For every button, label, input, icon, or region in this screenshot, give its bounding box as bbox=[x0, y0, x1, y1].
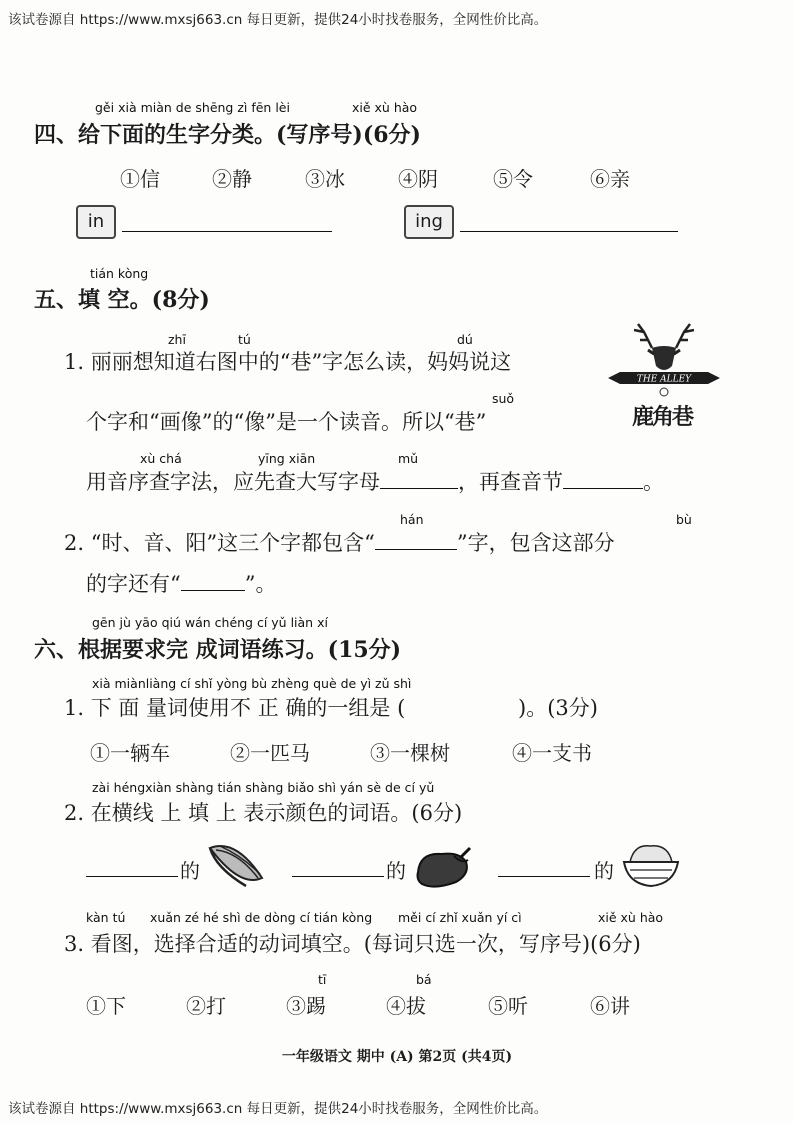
verb-option-6: ⑥讲 bbox=[590, 994, 630, 1018]
q2-line-1-text-a: 2. “时、音、阳”这三个字都包含“ bbox=[64, 531, 375, 555]
char-option-1: ①信 bbox=[120, 167, 160, 191]
rime-box-ing: ing bbox=[404, 205, 454, 239]
pinyin: tī bbox=[318, 972, 327, 987]
initial-letter-blank[interactable] bbox=[380, 470, 458, 489]
s6-q3-question: 3. 看图，选择合适的动词填空。(每词只选一次，写序号)(6分) bbox=[64, 932, 641, 956]
pinyin: tián kòng bbox=[90, 266, 149, 281]
de-char: 的 bbox=[386, 859, 406, 883]
pinyin: suǒ bbox=[492, 391, 515, 406]
color-blank-2[interactable] bbox=[292, 876, 384, 877]
pinyin: zài héngxiàn shàng tián shàng biǎo shì yán sè de cí yǔ bbox=[92, 780, 435, 795]
verb-option-1: ①下 bbox=[86, 994, 126, 1018]
pinyin: bù bbox=[676, 512, 692, 527]
other-chars-blank[interactable] bbox=[181, 572, 245, 591]
pinyin: xià miànliàng cí shǐ yòng bù zhèng què de yì zǔ shì bbox=[92, 676, 412, 691]
section-4-title: 四、给下面的生字分类。(写序号)(6分) bbox=[34, 122, 421, 148]
de-char: 的 bbox=[180, 859, 200, 883]
verb-option-3: ③踢 bbox=[286, 994, 326, 1018]
verb-option-4: ④拔 bbox=[386, 994, 426, 1018]
q2-line-2 bbox=[86, 568, 277, 598]
verb-option-2: ②打 bbox=[186, 994, 226, 1018]
q2-line-2-text-b: ”。 bbox=[244, 572, 277, 596]
q2-line-2-text-a: 的字还有“ bbox=[86, 572, 181, 596]
source-banner-top: 该试卷源自 https://www.mxsj663.cn 每日更新，提供24小时找卷服务，全网性价比高。 bbox=[8, 12, 548, 28]
section-6-title: 六、根据要求完 成词语练习。(15分) bbox=[34, 637, 402, 663]
char-option-2: ②静 bbox=[212, 167, 252, 191]
pinyin: měi cí zhǐ xuǎn yí cì bbox=[398, 910, 522, 925]
s6-q1-question-end: )。(3分) bbox=[518, 696, 598, 720]
q1-line-3-text-a: 用音序查字法，应先查大写字母 bbox=[86, 470, 380, 494]
q1-line-3-text-b: ，再查音节 bbox=[458, 470, 563, 494]
page-footer: 一年级语文 期中 (A) 第2页 (共4页) bbox=[281, 1049, 513, 1065]
color-blank-1[interactable] bbox=[86, 876, 178, 877]
pinyin: kàn tú bbox=[86, 910, 126, 925]
q1-line-3 bbox=[86, 466, 664, 496]
answer-blank-in[interactable] bbox=[122, 231, 332, 232]
the-alley-sign-image bbox=[604, 318, 724, 436]
q2-line-1-text-b: ”字，包含这部分 bbox=[456, 531, 615, 555]
q1-line-3-text-c: 。 bbox=[643, 470, 664, 494]
pinyin: tú bbox=[238, 332, 251, 347]
char-option-4: ④阴 bbox=[398, 167, 438, 191]
pinyin: xiě xù hào bbox=[352, 100, 418, 115]
radical-blank[interactable] bbox=[375, 531, 457, 550]
corn-icon bbox=[206, 838, 266, 890]
char-option-6: ⑥亲 bbox=[590, 167, 630, 191]
q1-line-1: 1. 丽丽想知道右图中的“巷”字怎么读，妈妈说这 bbox=[64, 350, 512, 374]
s6-q1-question: 1. 下 面 量词使用不 正 确的一组是 ( bbox=[64, 696, 406, 720]
pinyin: dú bbox=[457, 332, 473, 347]
rice-bowl-icon bbox=[620, 840, 682, 890]
section-5-title: 五、填 空。(8分) bbox=[34, 287, 210, 313]
sign-chinese-text: 鹿角巷 bbox=[632, 405, 693, 430]
pinyin: gěi xià miàn de shēng zì fēn lèi bbox=[95, 100, 290, 115]
s6-q2-question: 2. 在横线 上 填 上 表示颜色的词语。(6分) bbox=[64, 801, 463, 825]
syllable-blank[interactable] bbox=[563, 470, 643, 489]
verb-option-5: ⑤听 bbox=[488, 994, 528, 1018]
char-option-5: ⑤令 bbox=[493, 167, 533, 191]
answer-blank-ing[interactable] bbox=[460, 231, 678, 232]
pinyin: yīng xiān bbox=[258, 451, 316, 466]
pinyin: zhī bbox=[168, 332, 186, 347]
char-option-3: ③冰 bbox=[305, 167, 345, 191]
q1-line-2: 个字和“画像”的“像”是一个读音。所以“巷” bbox=[86, 410, 487, 434]
de-char: 的 bbox=[594, 859, 614, 883]
measure-option-1: ①一辆车 bbox=[90, 741, 170, 765]
color-blank-3[interactable] bbox=[498, 876, 590, 877]
sign-text: THE ALLEY bbox=[636, 374, 692, 385]
measure-option-4: ④一支书 bbox=[512, 741, 592, 765]
measure-option-3: ③一棵树 bbox=[370, 741, 450, 765]
pinyin: xiě xù hào bbox=[598, 910, 664, 925]
q2-line-1 bbox=[64, 527, 615, 557]
pinyin: gēn jù yāo qiú wán chéng cí yǔ liàn xí bbox=[92, 615, 328, 630]
rime-box-in: in bbox=[76, 205, 116, 239]
pinyin: mǔ bbox=[398, 451, 419, 466]
pinyin: bá bbox=[416, 972, 432, 987]
pinyin: hán bbox=[400, 512, 424, 527]
measure-option-2: ②一匹马 bbox=[230, 741, 310, 765]
pinyin: xuǎn zé hé shì de dòng cí tián kòng bbox=[150, 910, 373, 925]
pinyin: xù chá bbox=[140, 451, 182, 466]
eggplant-icon bbox=[412, 842, 474, 890]
source-banner-bottom: 该试卷源自 https://www.mxsj663.cn 每日更新，提供24小时找卷服务，全网性价比高。 bbox=[8, 1101, 548, 1117]
